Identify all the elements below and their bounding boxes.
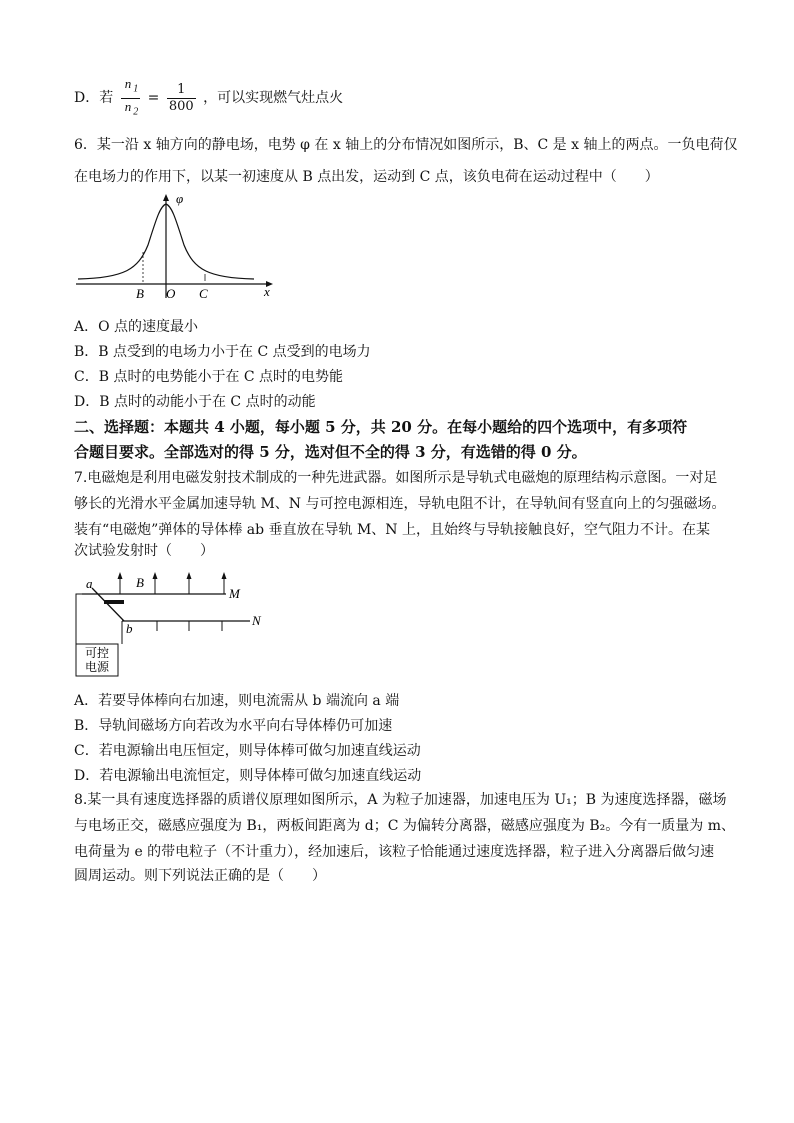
field-ticks-lower xyxy=(157,621,222,631)
y-axis-label: φ xyxy=(176,191,184,206)
field-arrow-icon xyxy=(187,572,192,579)
label-field-b: B xyxy=(136,575,144,590)
q5-option-d xyxy=(74,76,343,120)
q5-option-d-suffix: ，可以实现燃气灶点火 xyxy=(203,90,344,107)
field-arrow-icon xyxy=(153,572,158,579)
q6-stem-line1: 6．某一沿 x 轴方向的静电场，电势 φ 在 x 轴上的分布情况如图所示，B、C 是 x 轴上的两点。一负电荷仅 xyxy=(74,137,738,153)
turns-ratio-numerator: n $_1$ xyxy=(121,76,141,99)
label-m: M xyxy=(229,586,240,601)
q7-option-d: D．若电源输出电流恒定，则导体棒可做匀加速直线运动 xyxy=(74,768,422,784)
power-source-label-line2: 电源 xyxy=(84,660,110,674)
section2-heading-line2: 合题目要求。全部选对的得 5 分，选对但不全的得 3 分，有选错的得 0 分。 xyxy=(74,443,587,461)
q7-stem-line3: 装有“电磁炮”弹体的导体棒 ab 垂直放在导轨 M、N 上，且始终与导轨接触良好，空气阻力不计。在某 xyxy=(74,522,711,538)
point-b-label: B xyxy=(136,286,144,301)
field-arrow-icon xyxy=(118,572,123,579)
label-b: b xyxy=(126,621,133,636)
equals-sign: = xyxy=(147,90,160,107)
ratio-value-denominator: 800 xyxy=(168,98,194,114)
x-axis-label: x xyxy=(264,284,270,299)
rod-ab xyxy=(92,588,124,621)
q6-option-d: D．B 点时的动能小于在 C 点时的动能 xyxy=(74,394,316,410)
railgun-diagram xyxy=(72,566,272,678)
field-arrows-upper xyxy=(118,572,227,594)
point-c-label: C xyxy=(199,286,208,301)
y-axis-arrow-icon xyxy=(163,194,169,201)
power-source-label-line1: 可控 xyxy=(84,646,110,660)
q7-option-c: C．若电源输出电压恒定，则导体棒可做匀加速直线运动 xyxy=(74,743,421,759)
q6-option-b: B．B 点受到的电场力小于在 C 点受到的电场力 xyxy=(74,344,371,360)
q7-stem-line2: 够长的光滑水平金属加速导轨 M、N 与可控电源相连，导轨电阻不计，在导轨间有竖直向上的匀强磁场。 xyxy=(74,496,726,512)
potential-graph xyxy=(68,190,283,305)
label-a: a xyxy=(86,576,93,591)
q6-stem-line2: 在电场力的作用下，以某一初速度从 B 点出发，运动到 C 点，该负电荷在运动过程中（ ） xyxy=(74,169,659,185)
q5-option-d-prefix: D．若 xyxy=(74,90,114,107)
field-arrow-icon xyxy=(222,572,227,579)
q7-option-a: A．若要导体棒向右加速，则电流需从 b 端流向 a 端 xyxy=(74,693,400,709)
turns-ratio-denominator: n $_2$ xyxy=(124,98,139,118)
q7-option-b: B．导轨间磁场方向若改为水平向右导体棒仍可加速 xyxy=(74,718,393,734)
q8-stem-line4: 圆周运动。则下列说法正确的是（ ） xyxy=(74,868,326,884)
label-n: N xyxy=(252,613,261,628)
ratio-value-fraction xyxy=(167,82,196,115)
q8-stem-line1: 8.某一具有速度选择器的质谱仪原理如图所示，A 为粒子加速器，加速电压为 U₁；B 为速度选择器，磁场 xyxy=(74,792,727,808)
origin-label: O xyxy=(166,286,176,301)
turns-ratio-fraction xyxy=(121,76,141,120)
wire-left xyxy=(76,594,82,644)
q6-option-a: A．O 点的速度最小 xyxy=(74,319,199,335)
q8-stem-line2: 与电场正交，磁感应强度为 B₁，两板间距离为 d；C 为偏转分离器，磁感应强度为 B₂。今有一质量为 m、 xyxy=(74,818,735,834)
q8-stem-line3: 电荷量为 e 的带电粒子（不计重力），经加速后，该粒子恰能通过速度选择器，粒子进入分离器后做匀速 xyxy=(74,844,715,860)
q7-stem-line1: 7.电磁炮是利用电磁发射技术制成的一种先进武器。如图所示是导轨式电磁炮的原理结构示意图。一对足 xyxy=(74,470,718,486)
q7-stem-line4: 次试验发射时（ ） xyxy=(74,543,214,559)
q6-option-c: C．B 点时的电势能小于在 C 点时的电势能 xyxy=(74,369,344,385)
ratio-value-numerator: 1 xyxy=(167,82,196,99)
section2-heading-line1: 二、选择题：本题共 4 小题，每小题 5 分，共 20 分。在每小题给的四个选项中，有多项符 xyxy=(74,418,688,436)
